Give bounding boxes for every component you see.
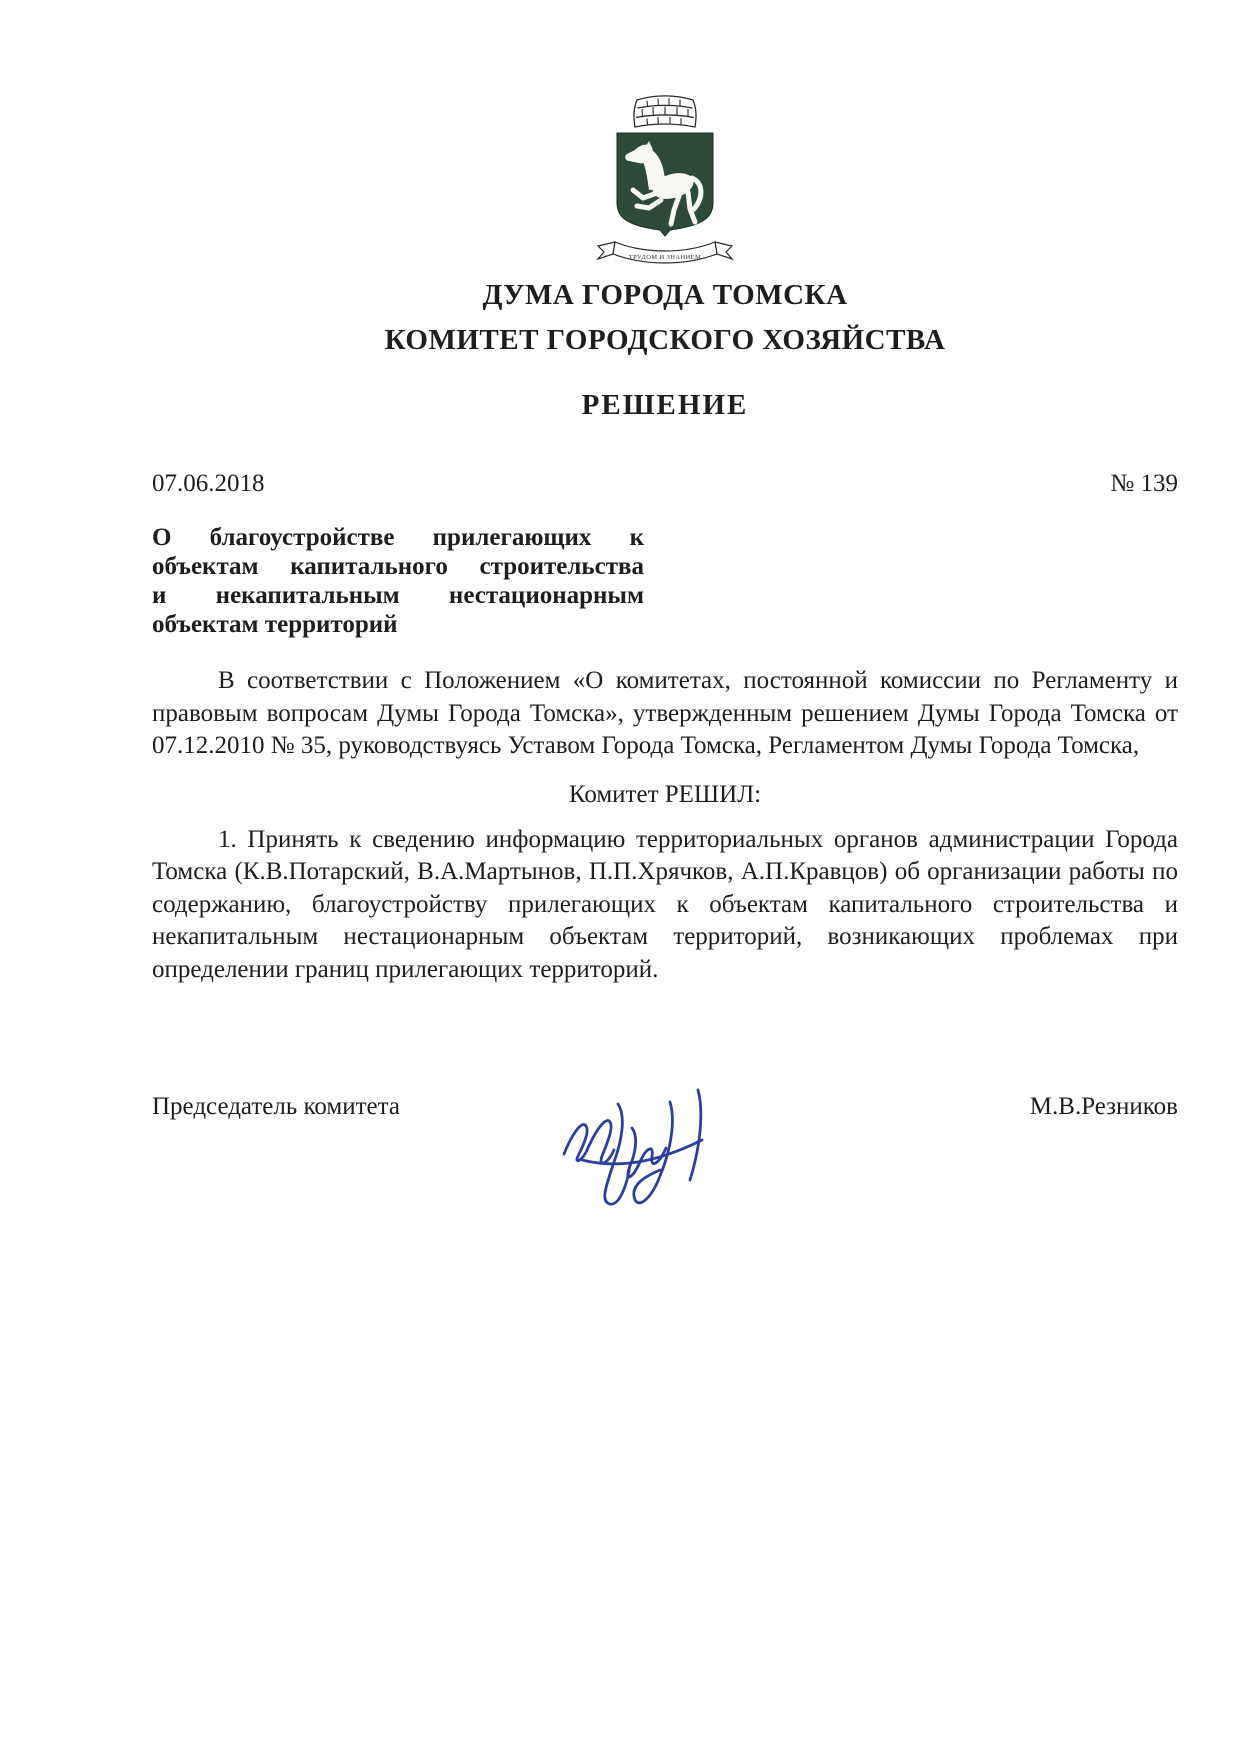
intro-paragraph: В соответствии с Положением «О комитетах, постоянной комиссии по Регламенту и правовым вопросам Думы Города Томска», утвержденным решением Думы Города Томска от 07.12.2010 № 35, руководствуясь Уставом Города Томска, Регламентом Думы Города Томска, bbox=[152, 667, 1178, 759]
subject-line: и некапитальным нестационарным bbox=[152, 582, 644, 609]
committee-name: КОМИТЕТ ГОРОДСКОГО ХОЗЯЙСТВА bbox=[384, 324, 946, 356]
subject-line: О благоустройстве прилегающих к bbox=[152, 524, 644, 551]
handwritten-signature bbox=[552, 1076, 762, 1226]
emblem-motto-text: ТРУДОМ И ЗНАНИЕМ bbox=[628, 254, 702, 261]
mural-crown-icon bbox=[634, 96, 696, 127]
signatory-name: М.В.Резников bbox=[1029, 1093, 1178, 1120]
signature-block bbox=[152, 1092, 1178, 1122]
resolution-item-1: 1. Принять к сведению информацию территориальных органов администрации Города Томска (К.В.Потарский, В.А.Мартынов, П.П.Хрячков, А.П.Кравцов) об организации работы по содержанию, благоустройству прилегающих к объектам капитального строительства и некапитальным нестационарным объектам территорий, возникающих проблемах при определении границ прилегающих территорий. bbox=[152, 825, 1178, 983]
tomsk-coat-of-arms bbox=[152, 0, 1178, 272]
signatory-title: Председатель комитета bbox=[152, 1093, 400, 1120]
subject-line: объектам территорий bbox=[152, 611, 398, 638]
motto-ribbon bbox=[598, 242, 732, 263]
document-type-title: РЕШЕНИЕ bbox=[581, 389, 749, 421]
document-date: 07.06.2018 bbox=[152, 470, 265, 497]
document-subject bbox=[152, 523, 644, 639]
resolution-heading: Комитет РЕШИЛ: bbox=[568, 780, 762, 808]
organization-name: ДУМА ГОРОДА ТОМСКА bbox=[482, 279, 848, 311]
document-number: № 139 bbox=[1110, 470, 1178, 497]
document-meta-row bbox=[152, 469, 1178, 499]
subject-line: объектам капитального строительства bbox=[152, 553, 644, 580]
